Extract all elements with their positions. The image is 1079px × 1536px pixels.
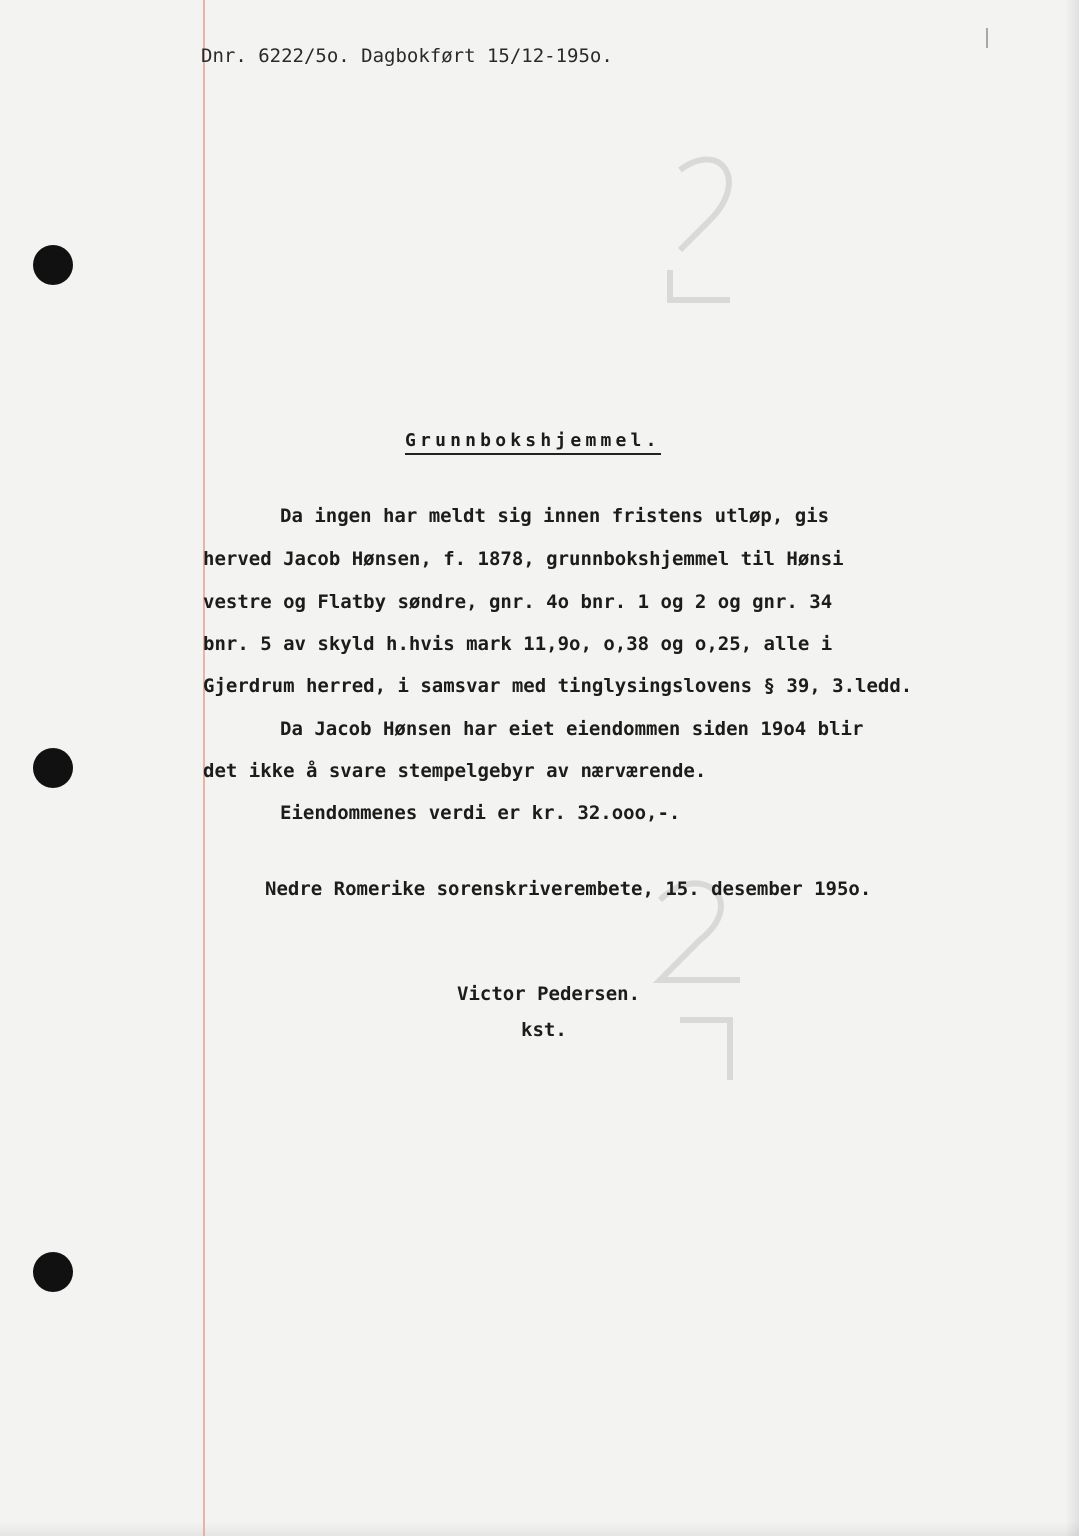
- punch-hole-top: [33, 245, 73, 285]
- body-line: Da ingen har meldt sig innen fristens utløp, gis: [280, 505, 830, 527]
- body-line: vestre og Flatby søndre, gnr. 4o bnr. 1 og 2 og gnr. 34: [203, 591, 833, 613]
- record-header: Dnr. 6222/5o. Dagbokført 15/12-195o.: [201, 45, 613, 67]
- punch-hole-middle: [33, 748, 73, 788]
- body-line: Eiendommenes verdi er kr. 32.ooo,-.: [280, 802, 681, 824]
- page-edge-shadow-right: [1065, 0, 1079, 1536]
- signature-title: kst.: [521, 1019, 567, 1041]
- document-title: Grunnbokshjemmel.: [405, 432, 661, 455]
- place-date-line: Nedre Romerike sorenskriverembete, 15. desember 195o.: [265, 878, 872, 900]
- bleed-through-stamp: [640, 140, 760, 1090]
- signature-name: Victor Pedersen.: [457, 983, 641, 1005]
- pen-mark: [986, 28, 988, 48]
- body-line: Gjerdrum herred, i samsvar med tinglysingslovens § 39, 3.ledd.: [203, 675, 913, 697]
- body-line: herved Jacob Hønsen, f. 1878, grunnbokshjemmel til Hønsi: [203, 548, 844, 570]
- body-line: det ikke å svare stempelgebyr av nærværende.: [203, 760, 707, 782]
- body-line: Da Jacob Hønsen har eiet eiendommen siden 19o4 blir: [280, 718, 864, 740]
- body-line: bnr. 5 av skyld h.hvis mark 11,9o, o,38 og o,25, alle i: [203, 633, 833, 655]
- page-edge-shadow-bottom: [0, 1522, 1079, 1536]
- punch-hole-bottom: [33, 1252, 73, 1292]
